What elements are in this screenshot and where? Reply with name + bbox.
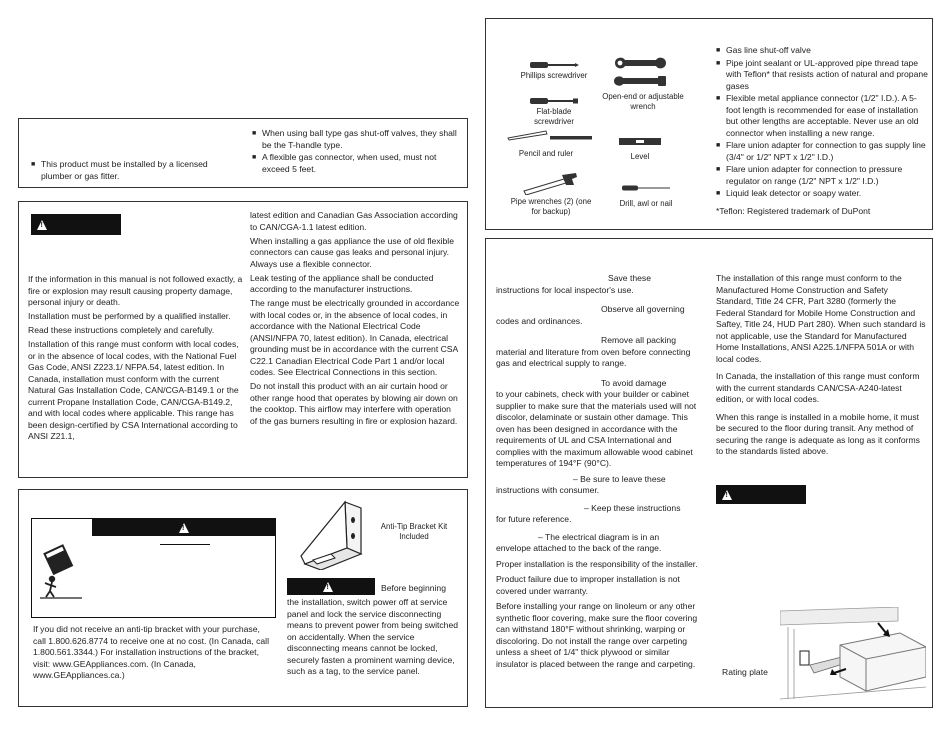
warning-label [287, 578, 375, 595]
list-item: ■ Flare union adapter for connection to pressure regulator on range (1/2" NPT x 1/2" I.D.) [716, 164, 928, 187]
tool-caption: Phillips screwdriver [520, 71, 588, 80]
anti-tip-instructions: If you did not receive an anti-tip bracket with your purchase, call 1.800.626.8774 to receive one at no cost. (In Canada, call 1.800.561.3344.) For installation instructions of the bracket, visit: www.GEAppliances.com. (In Canada, www.GEAppliances.ca.) [33, 624, 270, 680]
phillips-screwdriver-icon [529, 59, 579, 71]
paragraph: Read these instructions completely and carefully. [28, 325, 215, 335]
tools-materials-box [485, 18, 933, 230]
tool-caption: Pipe wrenches (2) (one for backup) [510, 197, 592, 216]
paragraph-lead: – The electrical diagram is in an [538, 531, 660, 542]
paragraph: The range must be electrically grounded in accordance with local codes or, in the absence of local codes, in accordance with the National Electrical Code (ANSI/NFPA 70, latest edition). In Canada, electrical grounding must be in accordance with the current CSA C22.1 Canadian Electrical Code Part 1 and/or local codes. See Electrical Connections in this section. [250, 298, 460, 377]
installation-notes-left [496, 273, 702, 673]
paragraph-lead: – Keep these instructions [584, 502, 681, 513]
warning-triangle-icon [722, 490, 732, 500]
paragraph: When installing a gas appliance the use of old flexible connectors can cause gas leaks and personal injury. Always use a flexible connector. [250, 235, 454, 269]
paragraph-lead: Remove all packing [601, 335, 676, 345]
before-lead-text: Before beginning [381, 583, 446, 593]
materials-list [716, 45, 928, 201]
safety-warning-left-column [28, 274, 243, 445]
paragraph: If the information in this manual is not followed exactly, a fire or explosion may result causing property damage, personal injury or death. [28, 274, 243, 307]
installation-notes-right [716, 273, 926, 460]
tool-caption: Flat-blade screwdriver [534, 107, 574, 126]
paragraph: The installation of this range must conform to the Manufactured Home Construction and Safety Standard, Title 24 CFR, Part 3280 (formerly the Federal Standard for Mobile Home Construction and Saftey, Title 24, HUD Part 280). When such standard is not applicable, use the Standard for Manufactured Home Installations, ANSI A225.1/NFPA 501A or with local codes. [716, 273, 926, 364]
paragraph: Product failure due to improper installation is not covered under warranty. [496, 574, 680, 596]
warning-label [92, 519, 275, 536]
warning-triangle-icon [179, 523, 189, 533]
paragraph: When this range is installed in a mobile home, it must be secured to the floor during transit. Any method of securing the range is adequate as long as it conforms to the standards listed above. [716, 411, 920, 456]
list-item: ■ When using ball type gas shut-off valves, they shall be the T-handle type. [252, 128, 457, 151]
paragraph-lead: Observe all governing [601, 304, 685, 314]
safety-warning-right-column [250, 210, 460, 430]
paragraph: material and literature from oven before connecting gas and electrical supply to range. [496, 346, 691, 368]
warning-label [716, 485, 806, 504]
list-item: ■ Gas line shut-off valve [716, 45, 928, 57]
paragraph: Installation of this range must conform with local codes, or in the absence of local codes, with the National Fuel Gas Code, ANSI Z223.1/ NFPA.54, latest edition. In Canada, installation must conform with the current Natural Gas Installation Code, CAN/CGA-B149.1 or the current Propane Installation Code, CAN/CGA-B149.2, and with local codes where applicable. This range has been design-certified by CSA International according to ANSI Z21.1, [28, 339, 239, 441]
warning-triangle-icon [37, 220, 47, 230]
tool-caption: Open-end or adjustable wrench [602, 92, 684, 111]
list-item: ■ Flare union adapter for connection to gas supply line (3/4" or 1/2" NPT x 1/2" I.D.) [716, 140, 928, 163]
paragraph: codes and ordinances. [496, 315, 583, 326]
list-item: ■ This product must be installed by a licensed plumber or gas fitter. [31, 159, 236, 182]
installer-notice-box [18, 118, 468, 188]
flat-blade-screwdriver-icon [529, 95, 579, 107]
warning-label [31, 214, 121, 235]
installer-notice-left [31, 159, 236, 183]
rating-plate-illustration [780, 607, 926, 703]
pipe-wrench-icon [520, 171, 580, 195]
warning-underline [160, 544, 210, 545]
anti-tip-box [18, 489, 468, 707]
paragraph: to your cabinets, check with your builder or cabinet supplier to make sure that the materials used will not discolor, delaminate or sustain other damage. This oven has been designed in accordance with the requirements of UL and CSA International and complies with the maximum allowable wood cabinet temperatures of 194°F (90°C). [496, 389, 697, 468]
installation-notes-box [485, 238, 933, 708]
paragraph: for future reference. [496, 514, 572, 524]
paragraph-lead: To avoid damage [601, 377, 667, 388]
level-icon [618, 137, 662, 147]
tip-over-icon [38, 541, 84, 599]
list-item: ■ A flexible gas connector, when used, must not exceed 5 feet. [252, 152, 457, 175]
installer-notice-right [252, 128, 457, 176]
wrench-icon [612, 53, 668, 89]
teflon-footnote: *Teflon: Registered trademark of DuPont [716, 206, 871, 216]
awl-icon [621, 183, 671, 193]
paragraph: Proper installation is the responsibility of the installer. [496, 558, 698, 569]
before-beginning-text: the installation, switch power off at service panel and lock the service disconnecting means to prevent power from being switched on accidentally. When the service disconnecting means cannot be locked, securely fasten a prominent warning device, such as a tag, to the service panel. [287, 597, 459, 676]
paragraph: envelope attached to the back of the range. [496, 543, 662, 553]
paragraph: In Canada, the installation of this range must conform with the current standards CAN/CSA-A240-latest edition, or with local codes. [716, 371, 920, 404]
paragraph-lead: Save these [608, 273, 651, 283]
paragraph: instructions for local inspector's use. [496, 284, 634, 295]
list-item: ■ Pipe joint sealant or UL-approved pipe thread tape with Teflon* that resists action of natural and propane gases [716, 58, 928, 93]
paragraph: Do not install this product with an air curtain hood or other range hood that operates by blowing air down on the cooktop. This airflow may interfere with operation of the gas burners resulting in fire or explosion hazard. [250, 381, 458, 426]
safety-warning-box [18, 201, 468, 478]
pencil-ruler-icon [506, 129, 596, 145]
list-item: ■ Liquid leak detector or soapy water. [716, 188, 928, 200]
paragraph: latest edition and Canadian Gas Association according to CAN/CGA-1.1 latest edition. [250, 210, 458, 232]
bracket-caption: Anti-Tip Bracket Kit Included [380, 522, 448, 541]
paragraph: instructions with consumer. [496, 485, 600, 495]
paragraph: Before installing your range on linoleum or any other synthetic floor covering, make sure the floor covering can withstand 180°F without shrinking, warping or discoloring. Do not install the range over carpeting unless a sheet of 1/4" thick plywood or similar insulator is placed between the range and carpeting. [496, 601, 698, 669]
tool-caption: Pencil and ruler [518, 149, 574, 158]
paragraph: Installation must be performed by a qualified installer. [28, 311, 231, 321]
warning-triangle-icon [323, 582, 333, 592]
list-item: ■ Flexible metal appliance connector (1/2" I.D.). A 5-foot length is recommended for ease of installation but other lengths are acceptable. Never use an old connector when installing a new range. [716, 93, 928, 139]
paragraph-lead: – Be sure to leave these [573, 473, 666, 484]
tool-caption: Level [630, 152, 650, 161]
paragraph: Leak testing of the appliance shall be conducted according to the manufacturer instructions. [250, 272, 434, 294]
rating-plate-label: Rating plate [722, 667, 768, 677]
anti-tip-bracket-icon [295, 498, 377, 570]
tool-caption: Drill, awl or nail [619, 199, 673, 208]
anti-tip-warning-panel [31, 518, 276, 618]
